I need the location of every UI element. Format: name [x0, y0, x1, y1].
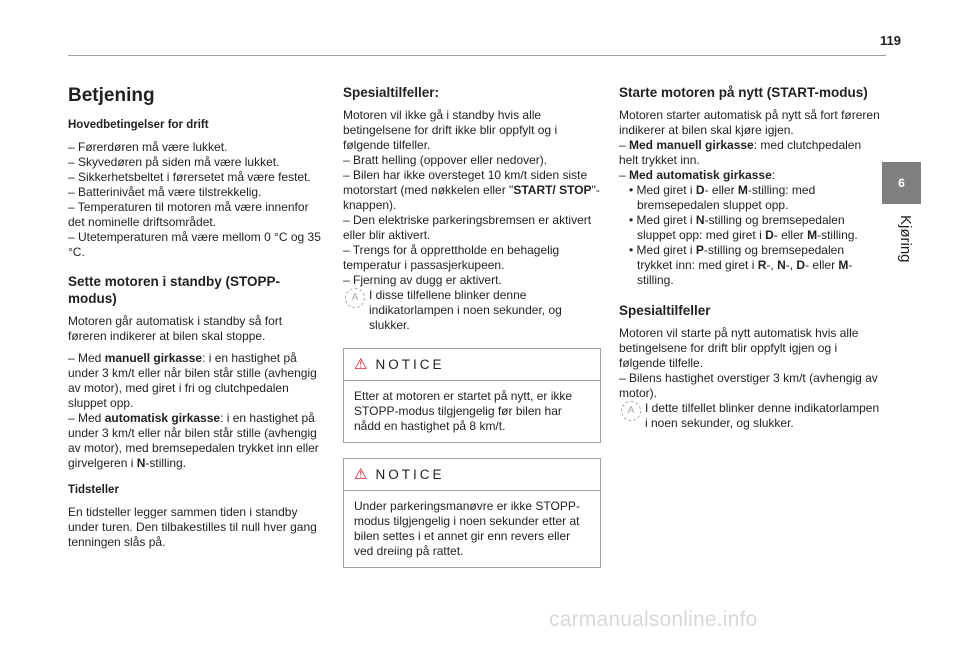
- subheading-standby: Sette motoren i standby (STOPP-modus): [68, 274, 281, 306]
- special-case-speed: – Bilens hastighet overstiger 3 km/t (avhengig av motor).: [619, 371, 878, 400]
- timer-text: En tidsteller legger sammen tiden i standby under turen. Den tilbakestilles til null hver gang tenningen slås på.: [68, 505, 317, 549]
- watermark: carmanualsonline.info: [549, 608, 758, 631]
- indicator-note: [619, 401, 881, 431]
- indicator-text: I dette tilfellet blinker denne indikatorlampen i noen sekunder, og slukker.: [645, 401, 880, 430]
- subheading-conditions: Hovedbetingelser for drift: [68, 119, 209, 131]
- list-item: • Med giret i P-stilling og bremsepedalen trykket inn: med giret i R-, N-, D- eller M-stilling.: [629, 243, 853, 287]
- notice-body: Under parkeringsmanøvre er ikke STOPP-modus tilgjengelig i noen sekunder etter at bilen settes i et annet gir enn revers eller ved dreiing på rattet.: [354, 499, 580, 558]
- standby-intro: Motoren går automatisk i standby så fort føreren indikerer at bilen skal stoppe.: [68, 314, 283, 343]
- notice-box-2: [343, 458, 601, 568]
- list-item: – Bilen har ikke oversteget 10 km/t siden siste motorstart (med nøkkelen eller "START/ STOP"-knappen).: [343, 168, 600, 212]
- subheading-timer: Tidsteller: [68, 484, 119, 496]
- list-item: • Med giret i N-stilling og bremsepedalen sluppet opp: med giret i D- eller M-stilling.: [629, 213, 858, 242]
- list-item: – Batterinivået må være tilstrekkelig.: [68, 185, 262, 199]
- list-item: – Førerdøren må være lukket.: [68, 140, 228, 154]
- column-2: [343, 78, 601, 582]
- list-item: • Med giret i D- eller M-stilling: med bremsepedalen sluppet opp.: [629, 183, 816, 212]
- auto-stop-indicator-icon: A: [345, 288, 365, 308]
- list-item: – Skyvedøren på siden må være lukket.: [68, 155, 280, 169]
- standby-manual: – Med manuell girkasse: i en hastighet på under 3 km/t eller når bilen står stille (avhengig av motor), med giret i fri og clutchpedalen sluppet opp.: [68, 351, 317, 410]
- section-title-betjening: Betjening: [68, 85, 155, 106]
- list-item: – Trengs for å opprettholde en behagelig temperatur i passasjerkupeen.: [343, 243, 560, 272]
- column-3: [619, 78, 881, 431]
- section-title-special-cases-2: Spesialtilfeller: [619, 303, 711, 318]
- section-title-restart: Starte motoren på nytt (START-modus): [619, 85, 868, 100]
- notice-body: Etter at motoren er startet på nytt, er ikke STOPP-modus tilgjengelig før bilen har nådd en hastighet på 8 km/t.: [354, 389, 573, 433]
- list-item: – Den elektriske parkeringsbremsen er aktivert eller blir aktivert.: [343, 213, 592, 242]
- standby-automatic: – Med automatisk girkasse: i en hastighet på under 3 km/t eller når bilen står stille (avhengig av motor), med bremsepedalen trykket inn eller girvelgeren i N-stilling.: [68, 411, 319, 470]
- notice-box-1: [343, 348, 601, 443]
- list-item: – Temperaturen til motoren må være innenfor det nominelle driftsområdet.: [68, 200, 309, 229]
- restart-manual: – Med manuell girkasse: med clutchpedalen helt trykket inn.: [619, 138, 862, 167]
- list-item: – Utetemperaturen må være mellom 0 °C og 35 °C.: [68, 230, 321, 259]
- restart-intro: Motoren starter automatisk på nytt så fort føreren indikerer at bilen skal kjøre igjen.: [619, 108, 880, 137]
- special-cases-list: [343, 153, 601, 288]
- special-intro-2: Motoren vil starte på nytt automatisk hvis alle betingelsene for drift blir oppfylt igjen og i følgende tilfelle.: [619, 326, 859, 370]
- chapter-label: Kjøring: [897, 215, 914, 263]
- restart-automatic: – Med automatisk girkasse:: [619, 168, 776, 182]
- indicator-note: [343, 288, 601, 333]
- section-title-special-cases: Spesialtilfeller:: [343, 85, 440, 100]
- warning-triangle-icon: ⚠: [354, 466, 368, 483]
- notice-title: NOTICE: [375, 357, 445, 372]
- notice-title: NOTICE: [375, 467, 445, 482]
- page-number: 119: [880, 33, 901, 48]
- warning-triangle-icon: ⚠: [354, 356, 368, 373]
- list-item: – Sikkerhetsbeltet i førersetet må være festet.: [68, 170, 311, 184]
- column-1: [68, 78, 324, 557]
- notice-header: [344, 459, 600, 491]
- list-item: – Bratt helling (oppover eller nedover).: [343, 153, 548, 167]
- header-rule: [68, 55, 886, 56]
- auto-stop-indicator-icon: A: [621, 401, 641, 421]
- special-intro: Motoren vil ikke gå i standby hvis alle betingelsene for drift ikke blir oppfylt og i følgende tilfeller.: [343, 108, 558, 152]
- indicator-text: I disse tilfellene blinker denne indikatorlampen i noen sekunder, og slukker.: [369, 288, 562, 332]
- automatic-gear-list: [619, 183, 881, 288]
- notice-header: [344, 349, 600, 381]
- chapter-tab[interactable]: 6: [882, 162, 921, 204]
- conditions-list: [68, 140, 324, 260]
- list-item: – Fjerning av dugg er aktivert.: [343, 273, 502, 287]
